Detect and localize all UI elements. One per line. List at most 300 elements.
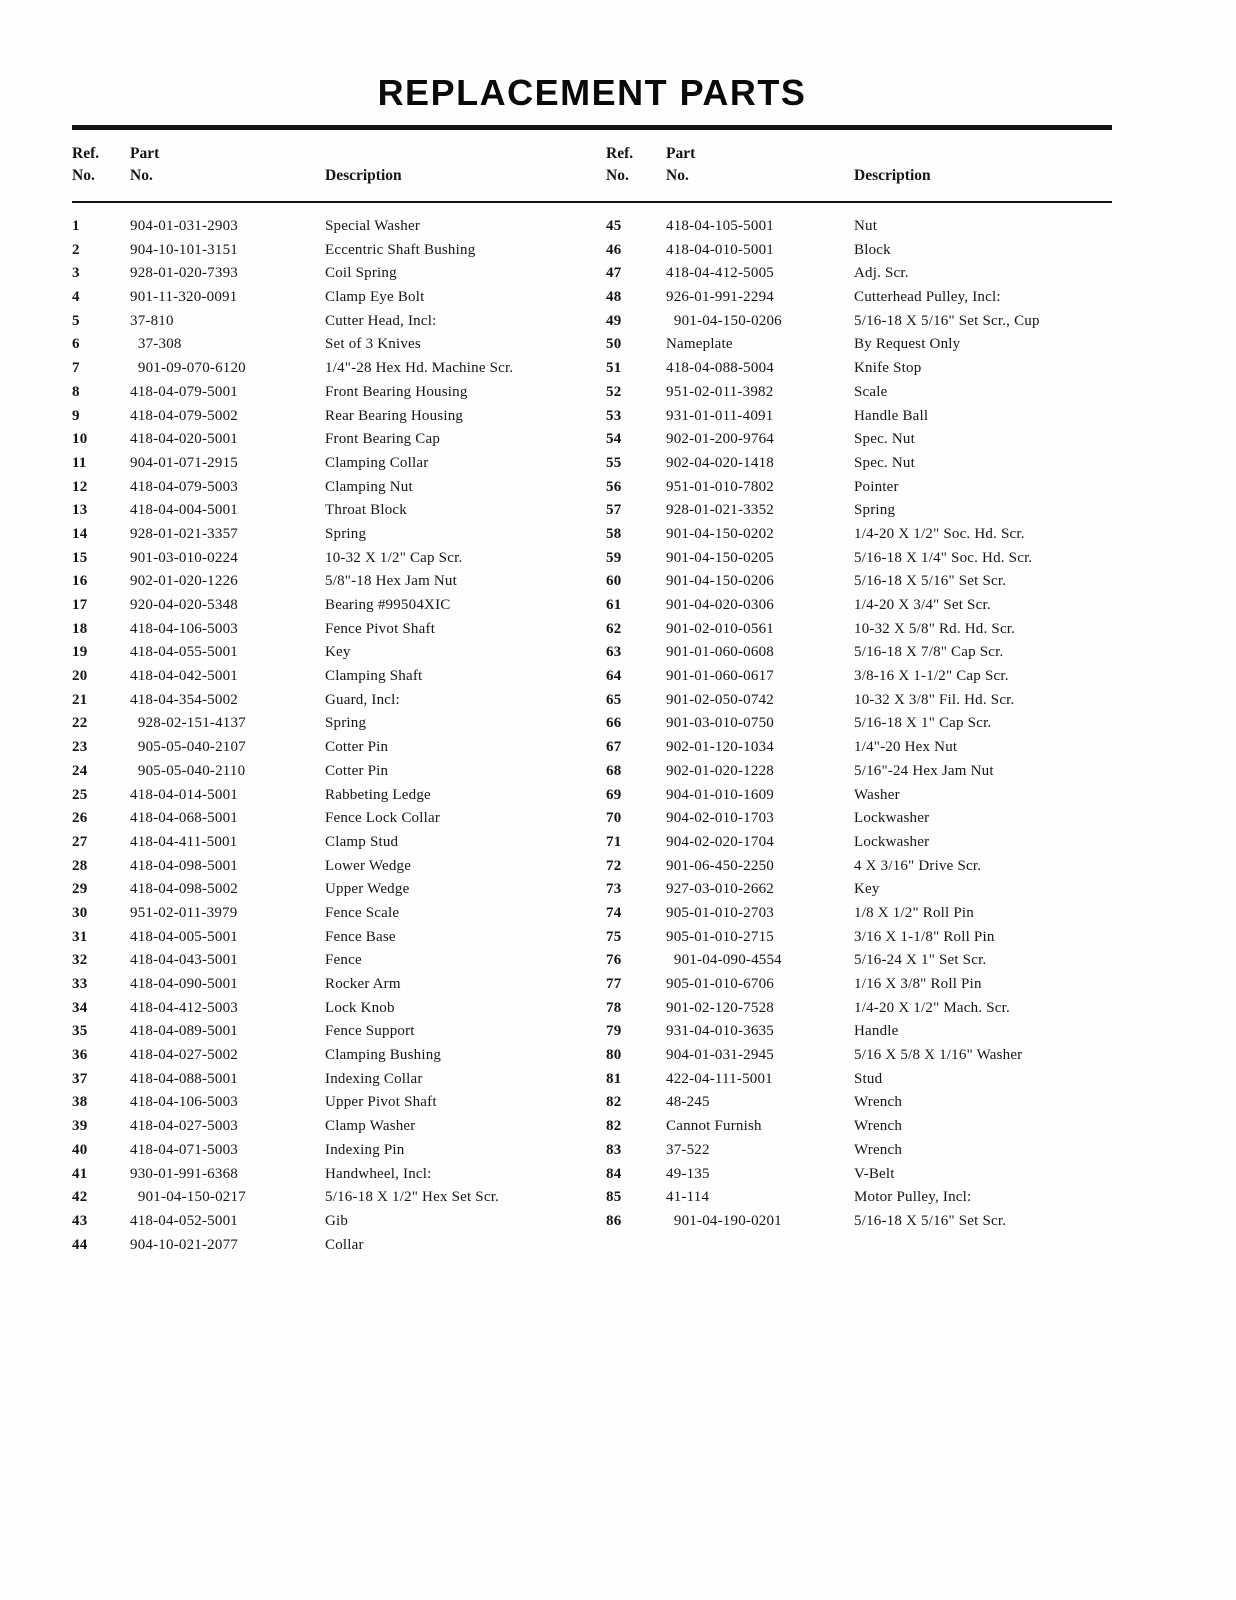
ref-no-cell: 10 <box>72 431 88 448</box>
table-row <box>72 831 606 855</box>
table-row <box>606 357 1112 381</box>
description-cell: Lockwasher <box>854 833 930 850</box>
part-no-cell: 904-02-010-1703 <box>666 810 774 827</box>
ref-no-cell: 8 <box>72 383 80 400</box>
ref-no-cell: 36 <box>72 1047 88 1064</box>
part-no-cell: 418-04-098-5002 <box>130 881 238 898</box>
table-row <box>606 476 1112 500</box>
ref-no-cell: 19 <box>72 644 88 661</box>
ref-no-cell: 70 <box>606 810 622 827</box>
description-cell: Pointer <box>854 478 899 495</box>
ref-no-cell: 28 <box>72 857 88 874</box>
header-description <box>325 143 606 187</box>
part-no-cell: 901-04-150-0206 <box>666 573 774 590</box>
part-no-cell: 928-01-020-7393 <box>130 265 238 282</box>
ref-no-cell: 12 <box>72 478 88 495</box>
table-row <box>72 878 606 902</box>
part-no-cell: 901-04-150-0206 <box>666 312 782 329</box>
header-description <box>854 143 1112 187</box>
parts-column-left <box>72 215 606 1257</box>
description-cell: 5/16-24 X 1" Set Scr. <box>854 952 987 969</box>
description-cell: Fence Lock Collar <box>325 810 441 827</box>
description-cell: Spring <box>854 502 896 519</box>
part-no-cell: 904-01-010-1609 <box>666 786 774 803</box>
table-row <box>606 1139 1112 1163</box>
ref-no-cell: 31 <box>72 928 88 945</box>
part-no-cell: 951-02-011-3982 <box>666 383 774 400</box>
ref-no-cell: 58 <box>606 525 622 542</box>
description-cell: Scale <box>854 383 888 400</box>
table-row <box>72 736 606 760</box>
ref-no-cell: 39 <box>72 1118 88 1135</box>
description-cell: Fence <box>325 952 362 969</box>
part-no-cell: 418-04-089-5001 <box>130 1023 238 1040</box>
ref-no-cell: 18 <box>72 620 88 637</box>
ref-no-cell: 62 <box>606 620 622 637</box>
description-cell: Cutter Head, Incl: <box>325 312 437 329</box>
part-no-cell: 418-04-005-5001 <box>130 928 238 945</box>
ref-no-cell: 83 <box>606 1141 622 1158</box>
description-cell: Clamping Collar <box>325 454 429 471</box>
ref-no-cell: 15 <box>72 549 88 566</box>
ref-no-cell: 20 <box>72 668 88 685</box>
ref-no-cell: 14 <box>72 525 88 542</box>
part-no-cell: 901-11-320-0091 <box>130 289 238 306</box>
description-cell: 5/16 X 5/8 X 1/16" Washer <box>854 1047 1023 1064</box>
description-cell: Rear Bearing Housing <box>325 407 464 424</box>
description-cell: Collar <box>325 1236 364 1253</box>
ref-no-cell: 75 <box>606 928 622 945</box>
table-row <box>72 1186 606 1210</box>
table-row <box>72 594 606 618</box>
table-row <box>72 310 606 334</box>
ref-no-cell: 59 <box>606 549 622 566</box>
table-row <box>606 1068 1112 1092</box>
part-no-cell: 418-04-105-5001 <box>666 218 774 234</box>
part-no-cell: 926-01-991-2294 <box>666 289 774 306</box>
part-no-cell: 930-01-991-6368 <box>130 1165 238 1182</box>
ref-no-cell: 25 <box>72 786 88 803</box>
ref-no-cell: 69 <box>606 786 622 803</box>
part-no-cell: 951-01-010-7802 <box>666 478 774 495</box>
part-no-cell: 901-06-450-2250 <box>666 857 774 874</box>
description-cell: Throat Block <box>325 502 407 519</box>
part-no-cell: 418-04-014-5001 <box>130 786 238 803</box>
table-row <box>606 286 1112 310</box>
description-cell: Special Washer <box>325 218 421 234</box>
title-divider-rule <box>72 125 1112 130</box>
ref-no-cell: 57 <box>606 502 622 519</box>
part-no-cell: 49-135 <box>666 1165 710 1182</box>
header-ref-line1: Ref. <box>606 145 634 162</box>
ref-no-cell: 86 <box>606 1212 622 1229</box>
table-row <box>72 712 606 736</box>
table-row <box>606 547 1112 571</box>
part-no-cell: 418-04-088-5004 <box>666 360 774 377</box>
table-row <box>72 1020 606 1044</box>
part-no-cell: 418-04-098-5001 <box>130 857 238 874</box>
part-no-cell: 902-01-200-9764 <box>666 431 774 448</box>
part-no-cell: 418-04-043-5001 <box>130 952 238 969</box>
description-cell: Spec. Nut <box>854 431 915 448</box>
description-cell: 3/8-16 X 1-1/2" Cap Scr. <box>854 668 1009 685</box>
table-row <box>72 499 606 523</box>
description-cell: 4 X 3/16" Drive Scr. <box>854 857 982 874</box>
description-cell: Cotter Pin <box>325 739 389 756</box>
part-no-cell: 901-04-150-0205 <box>666 549 774 566</box>
ref-no-cell: 33 <box>72 976 88 992</box>
description-cell: 5/16-18 X 5/16" Set Scr. <box>854 1212 1007 1229</box>
description-cell: 1/8 X 1/2" Roll Pin <box>854 904 974 921</box>
table-row <box>72 784 606 808</box>
description-cell: 1/4-20 X 1/2" Soc. Hd. Scr. <box>854 525 1025 542</box>
description-cell: Stud <box>854 1070 883 1087</box>
table-row <box>72 523 606 547</box>
ref-no-cell: 48 <box>606 289 622 306</box>
description-cell: 5/16-18 X 7/8" Cap Scr. <box>854 644 1004 661</box>
description-cell: 1/4-20 X 1/2" Mach. Scr. <box>854 999 1010 1016</box>
description-cell: 5/16-18 X 5/16" Set Scr., Cup <box>854 312 1040 329</box>
description-cell: Fence Support <box>325 1023 415 1040</box>
table-row <box>606 902 1112 926</box>
table-row <box>606 997 1112 1021</box>
part-no-cell: 901-04-020-0306 <box>666 597 774 613</box>
part-no-cell: 901-04-150-0217 <box>130 1189 246 1206</box>
table-row <box>606 428 1112 452</box>
ref-no-cell: 24 <box>72 762 88 779</box>
part-no-cell: 418-04-079-5001 <box>130 383 238 400</box>
table-row <box>72 452 606 476</box>
ref-no-cell: 38 <box>72 1094 88 1111</box>
ref-no-cell: 82 <box>606 1118 622 1135</box>
table-row <box>606 784 1112 808</box>
table-row <box>606 570 1112 594</box>
description-cell: Spec. Nut <box>854 454 915 471</box>
description-cell: Indexing Pin <box>325 1141 405 1158</box>
description-cell: 10-32 X 3/8" Fil. Hd. Scr. <box>854 691 1015 708</box>
table-row <box>606 262 1112 286</box>
header-desc-label: Description <box>854 167 931 184</box>
ref-no-cell: 9 <box>72 407 80 424</box>
description-cell: Clamp Washer <box>325 1118 416 1135</box>
ref-no-cell: 45 <box>606 218 622 234</box>
description-cell: Clamping Nut <box>325 478 413 495</box>
description-cell: Upper Pivot Shaft <box>325 1094 437 1111</box>
part-no-cell: 905-05-040-2110 <box>130 762 246 779</box>
table-row <box>606 807 1112 831</box>
ref-no-cell: 82 <box>606 1094 622 1111</box>
header-desc-label: Description <box>325 167 402 184</box>
part-no-cell: 927-03-010-2662 <box>666 881 774 898</box>
part-no-cell: 418-04-354-5002 <box>130 691 238 708</box>
ref-no-cell: 37 <box>72 1070 88 1087</box>
table-row <box>72 381 606 405</box>
part-no-cell: 901-09-070-6120 <box>130 360 246 377</box>
description-cell: Clamp Stud <box>325 833 399 850</box>
part-no-cell: 418-04-106-5003 <box>130 1094 238 1111</box>
description-cell: Fence Base <box>325 928 396 945</box>
table-row <box>72 1163 606 1187</box>
description-cell: Set of 3 Knives <box>325 336 421 353</box>
part-no-cell: 904-10-021-2077 <box>130 1236 238 1253</box>
ref-no-cell: 49 <box>606 312 622 329</box>
description-cell: Wrench <box>854 1118 903 1135</box>
table-row <box>606 1020 1112 1044</box>
header-ref-no <box>72 143 130 187</box>
part-no-cell: 901-02-050-0742 <box>666 691 774 708</box>
part-no-cell: 418-04-042-5001 <box>130 668 238 685</box>
table-row <box>72 239 606 263</box>
table-row <box>606 310 1112 334</box>
ref-no-cell: 6 <box>72 336 80 353</box>
ref-no-cell: 27 <box>72 833 88 850</box>
table-row <box>606 239 1112 263</box>
ref-no-cell: 30 <box>72 904 88 921</box>
description-cell: 1/4"-20 Hex Nut <box>854 739 958 756</box>
header-part-no <box>130 143 325 187</box>
description-cell: Knife Stop <box>854 360 922 377</box>
table-row <box>606 831 1112 855</box>
table-row <box>72 997 606 1021</box>
ref-no-cell: 47 <box>606 265 622 282</box>
table-row <box>72 215 606 239</box>
description-cell: Cutterhead Pulley, Incl: <box>854 289 1001 306</box>
ref-no-cell: 66 <box>606 715 622 732</box>
part-no-cell: 901-01-060-0608 <box>666 644 774 661</box>
table-row <box>72 405 606 429</box>
header-part-line2: No. <box>666 167 689 184</box>
table-row <box>72 949 606 973</box>
description-cell: 1/16 X 3/8" Roll Pin <box>854 976 982 992</box>
table-row <box>72 1234 606 1258</box>
table-row <box>72 357 606 381</box>
ref-no-cell: 65 <box>606 691 622 708</box>
table-header-left <box>72 143 606 187</box>
part-no-cell: Cannot Furnish <box>666 1118 762 1135</box>
description-cell: Coil Spring <box>325 265 397 282</box>
table-row <box>606 926 1112 950</box>
part-no-cell: 901-04-090-4554 <box>666 952 782 969</box>
description-cell: Lower Wedge <box>325 857 412 874</box>
description-cell: Lockwasher <box>854 810 930 827</box>
table-row <box>72 1068 606 1092</box>
description-cell: By Request Only <box>854 336 961 353</box>
ref-no-cell: 13 <box>72 502 88 519</box>
table-row <box>606 878 1112 902</box>
ref-no-cell: 17 <box>72 597 88 613</box>
description-cell: Key <box>325 644 351 661</box>
ref-no-cell: 44 <box>72 1236 88 1253</box>
part-no-cell: 418-04-027-5003 <box>130 1118 238 1135</box>
table-row <box>72 665 606 689</box>
table-row <box>606 1163 1112 1187</box>
part-no-cell: 951-02-011-3979 <box>130 904 238 921</box>
table-row <box>606 760 1112 784</box>
table-row <box>606 618 1112 642</box>
description-cell: Indexing Collar <box>325 1070 423 1087</box>
description-cell: 5/16"-24 Hex Jam Nut <box>854 762 994 779</box>
ref-no-cell: 3 <box>72 265 80 282</box>
ref-no-cell: 40 <box>72 1141 88 1158</box>
description-cell: Handle Ball <box>854 407 929 424</box>
part-no-cell: 904-01-031-2945 <box>666 1047 774 1064</box>
ref-no-cell: 61 <box>606 597 622 613</box>
table-row <box>606 641 1112 665</box>
table-row <box>606 949 1112 973</box>
part-no-cell: 902-01-020-1226 <box>130 573 238 590</box>
table-row <box>72 926 606 950</box>
description-cell: Spring <box>325 525 367 542</box>
table-row <box>606 523 1112 547</box>
part-no-cell: 901-02-120-7528 <box>666 999 774 1016</box>
table-row <box>606 665 1112 689</box>
table-row <box>606 1044 1112 1068</box>
part-no-cell: 418-04-027-5002 <box>130 1047 238 1064</box>
part-no-cell: 902-01-120-1034 <box>666 739 774 756</box>
table-row <box>606 855 1112 879</box>
part-no-cell: Nameplate <box>666 336 733 353</box>
description-cell: 1/4-20 X 3/4" Set Scr. <box>854 597 991 613</box>
ref-no-cell: 7 <box>72 360 80 377</box>
description-cell: Fence Scale <box>325 904 400 921</box>
description-cell: V-Belt <box>854 1165 895 1182</box>
description-cell: Block <box>854 241 891 258</box>
table-row <box>606 1186 1112 1210</box>
table-row <box>72 1115 606 1139</box>
part-no-cell: 418-04-010-5001 <box>666 241 774 258</box>
description-cell: Washer <box>854 786 900 803</box>
part-no-cell: 901-03-010-0750 <box>666 715 774 732</box>
ref-no-cell: 73 <box>606 881 622 898</box>
table-row <box>606 1210 1112 1234</box>
description-cell: Wrench <box>854 1094 903 1111</box>
table-row <box>72 618 606 642</box>
ref-no-cell: 74 <box>606 904 622 921</box>
part-no-cell: 901-02-010-0561 <box>666 620 774 637</box>
part-no-cell: 905-05-040-2107 <box>130 739 246 756</box>
header-ref-line2: No. <box>72 167 95 184</box>
table-row <box>72 1139 606 1163</box>
part-no-cell: 928-02-151-4137 <box>130 715 246 732</box>
part-no-cell: 48-245 <box>666 1094 710 1111</box>
ref-no-cell: 22 <box>72 715 88 732</box>
ref-no-cell: 76 <box>606 952 622 969</box>
table-row <box>606 1091 1112 1115</box>
description-cell: 5/16-18 X 1" Cap Scr. <box>854 715 992 732</box>
header-part-line1: Part <box>130 145 160 162</box>
parts-column-right <box>606 215 1112 1257</box>
part-no-cell: 418-04-412-5003 <box>130 999 238 1016</box>
ref-no-cell: 42 <box>72 1189 88 1206</box>
table-row <box>606 689 1112 713</box>
ref-no-cell: 56 <box>606 478 622 495</box>
ref-no-cell: 1 <box>72 218 80 234</box>
ref-no-cell: 53 <box>606 407 622 424</box>
description-cell: Gib <box>325 1212 349 1229</box>
table-row <box>72 807 606 831</box>
ref-no-cell: 21 <box>72 691 88 708</box>
part-no-cell: 418-04-055-5001 <box>130 644 238 661</box>
description-cell: 10-32 X 5/8" Rd. Hd. Scr. <box>854 620 1016 637</box>
table-row <box>606 712 1112 736</box>
description-cell: Rocker Arm <box>325 976 401 992</box>
table-header-right <box>606 143 1112 187</box>
part-no-cell: 904-10-101-3151 <box>130 241 238 258</box>
ref-no-cell: 52 <box>606 383 622 400</box>
ref-no-cell: 50 <box>606 336 622 353</box>
ref-no-cell: 78 <box>606 999 622 1016</box>
description-cell: Bearing #99504XIC <box>325 597 451 613</box>
table-row <box>606 499 1112 523</box>
table-row <box>606 215 1112 239</box>
part-no-cell: 931-01-011-4091 <box>666 407 774 424</box>
part-no-cell: 418-04-079-5003 <box>130 478 238 495</box>
part-no-cell: 418-04-068-5001 <box>130 810 238 827</box>
table-row <box>72 1210 606 1234</box>
part-no-cell: 37-308 <box>130 336 182 353</box>
description-cell: Lock Knob <box>325 999 395 1016</box>
table-row <box>72 262 606 286</box>
table-row <box>72 1044 606 1068</box>
table-header <box>72 143 1112 187</box>
description-cell: Clamping Bushing <box>325 1047 442 1064</box>
description-cell: Guard, Incl: <box>325 691 400 708</box>
table-row <box>606 333 1112 357</box>
part-no-cell: 920-04-020-5348 <box>130 597 238 613</box>
description-cell: Front Bearing Housing <box>325 383 468 400</box>
ref-no-cell: 67 <box>606 739 622 756</box>
part-no-cell: 37-810 <box>130 312 174 329</box>
table-row <box>72 547 606 571</box>
description-cell: Clamp Eye Bolt <box>325 289 425 306</box>
ref-no-cell: 64 <box>606 668 622 685</box>
ref-no-cell: 41 <box>72 1165 88 1182</box>
ref-no-cell: 11 <box>72 454 87 471</box>
header-part-line2: No. <box>130 167 153 184</box>
part-no-cell: 931-04-010-3635 <box>666 1023 774 1040</box>
description-cell: 3/16 X 1-1/8" Roll Pin <box>854 928 995 945</box>
ref-no-cell: 55 <box>606 454 622 471</box>
ref-no-cell: 32 <box>72 952 88 969</box>
header-ref-line1: Ref. <box>72 145 100 162</box>
table-row <box>606 381 1112 405</box>
part-no-cell: 902-01-020-1228 <box>666 762 774 779</box>
description-cell: Motor Pulley, Incl: <box>854 1189 972 1206</box>
description-cell: Handle <box>854 1023 899 1040</box>
table-row <box>72 1091 606 1115</box>
part-no-cell: 418-04-004-5001 <box>130 502 238 519</box>
header-ref-no <box>606 143 666 187</box>
part-no-cell: 901-04-150-0202 <box>666 525 774 542</box>
table-row <box>72 286 606 310</box>
description-cell: Upper Wedge <box>325 881 410 898</box>
part-no-cell: 904-02-020-1704 <box>666 833 774 850</box>
table-row <box>72 689 606 713</box>
table-row <box>72 333 606 357</box>
ref-no-cell: 71 <box>606 833 622 850</box>
ref-no-cell: 46 <box>606 241 622 258</box>
parts-table <box>72 215 1112 1257</box>
part-no-cell: 37-522 <box>666 1141 710 1158</box>
ref-no-cell: 72 <box>606 857 622 874</box>
description-cell: Adj. Scr. <box>854 265 909 282</box>
description-cell: 5/16-18 X 1/2" Hex Set Scr. <box>325 1189 500 1206</box>
part-no-cell: 905-01-010-6706 <box>666 976 774 992</box>
ref-no-cell: 63 <box>606 644 622 661</box>
part-no-cell: 904-01-071-2915 <box>130 454 238 471</box>
part-no-cell: 902-04-020-1418 <box>666 454 774 471</box>
description-cell: Clamping Shaft <box>325 668 423 685</box>
